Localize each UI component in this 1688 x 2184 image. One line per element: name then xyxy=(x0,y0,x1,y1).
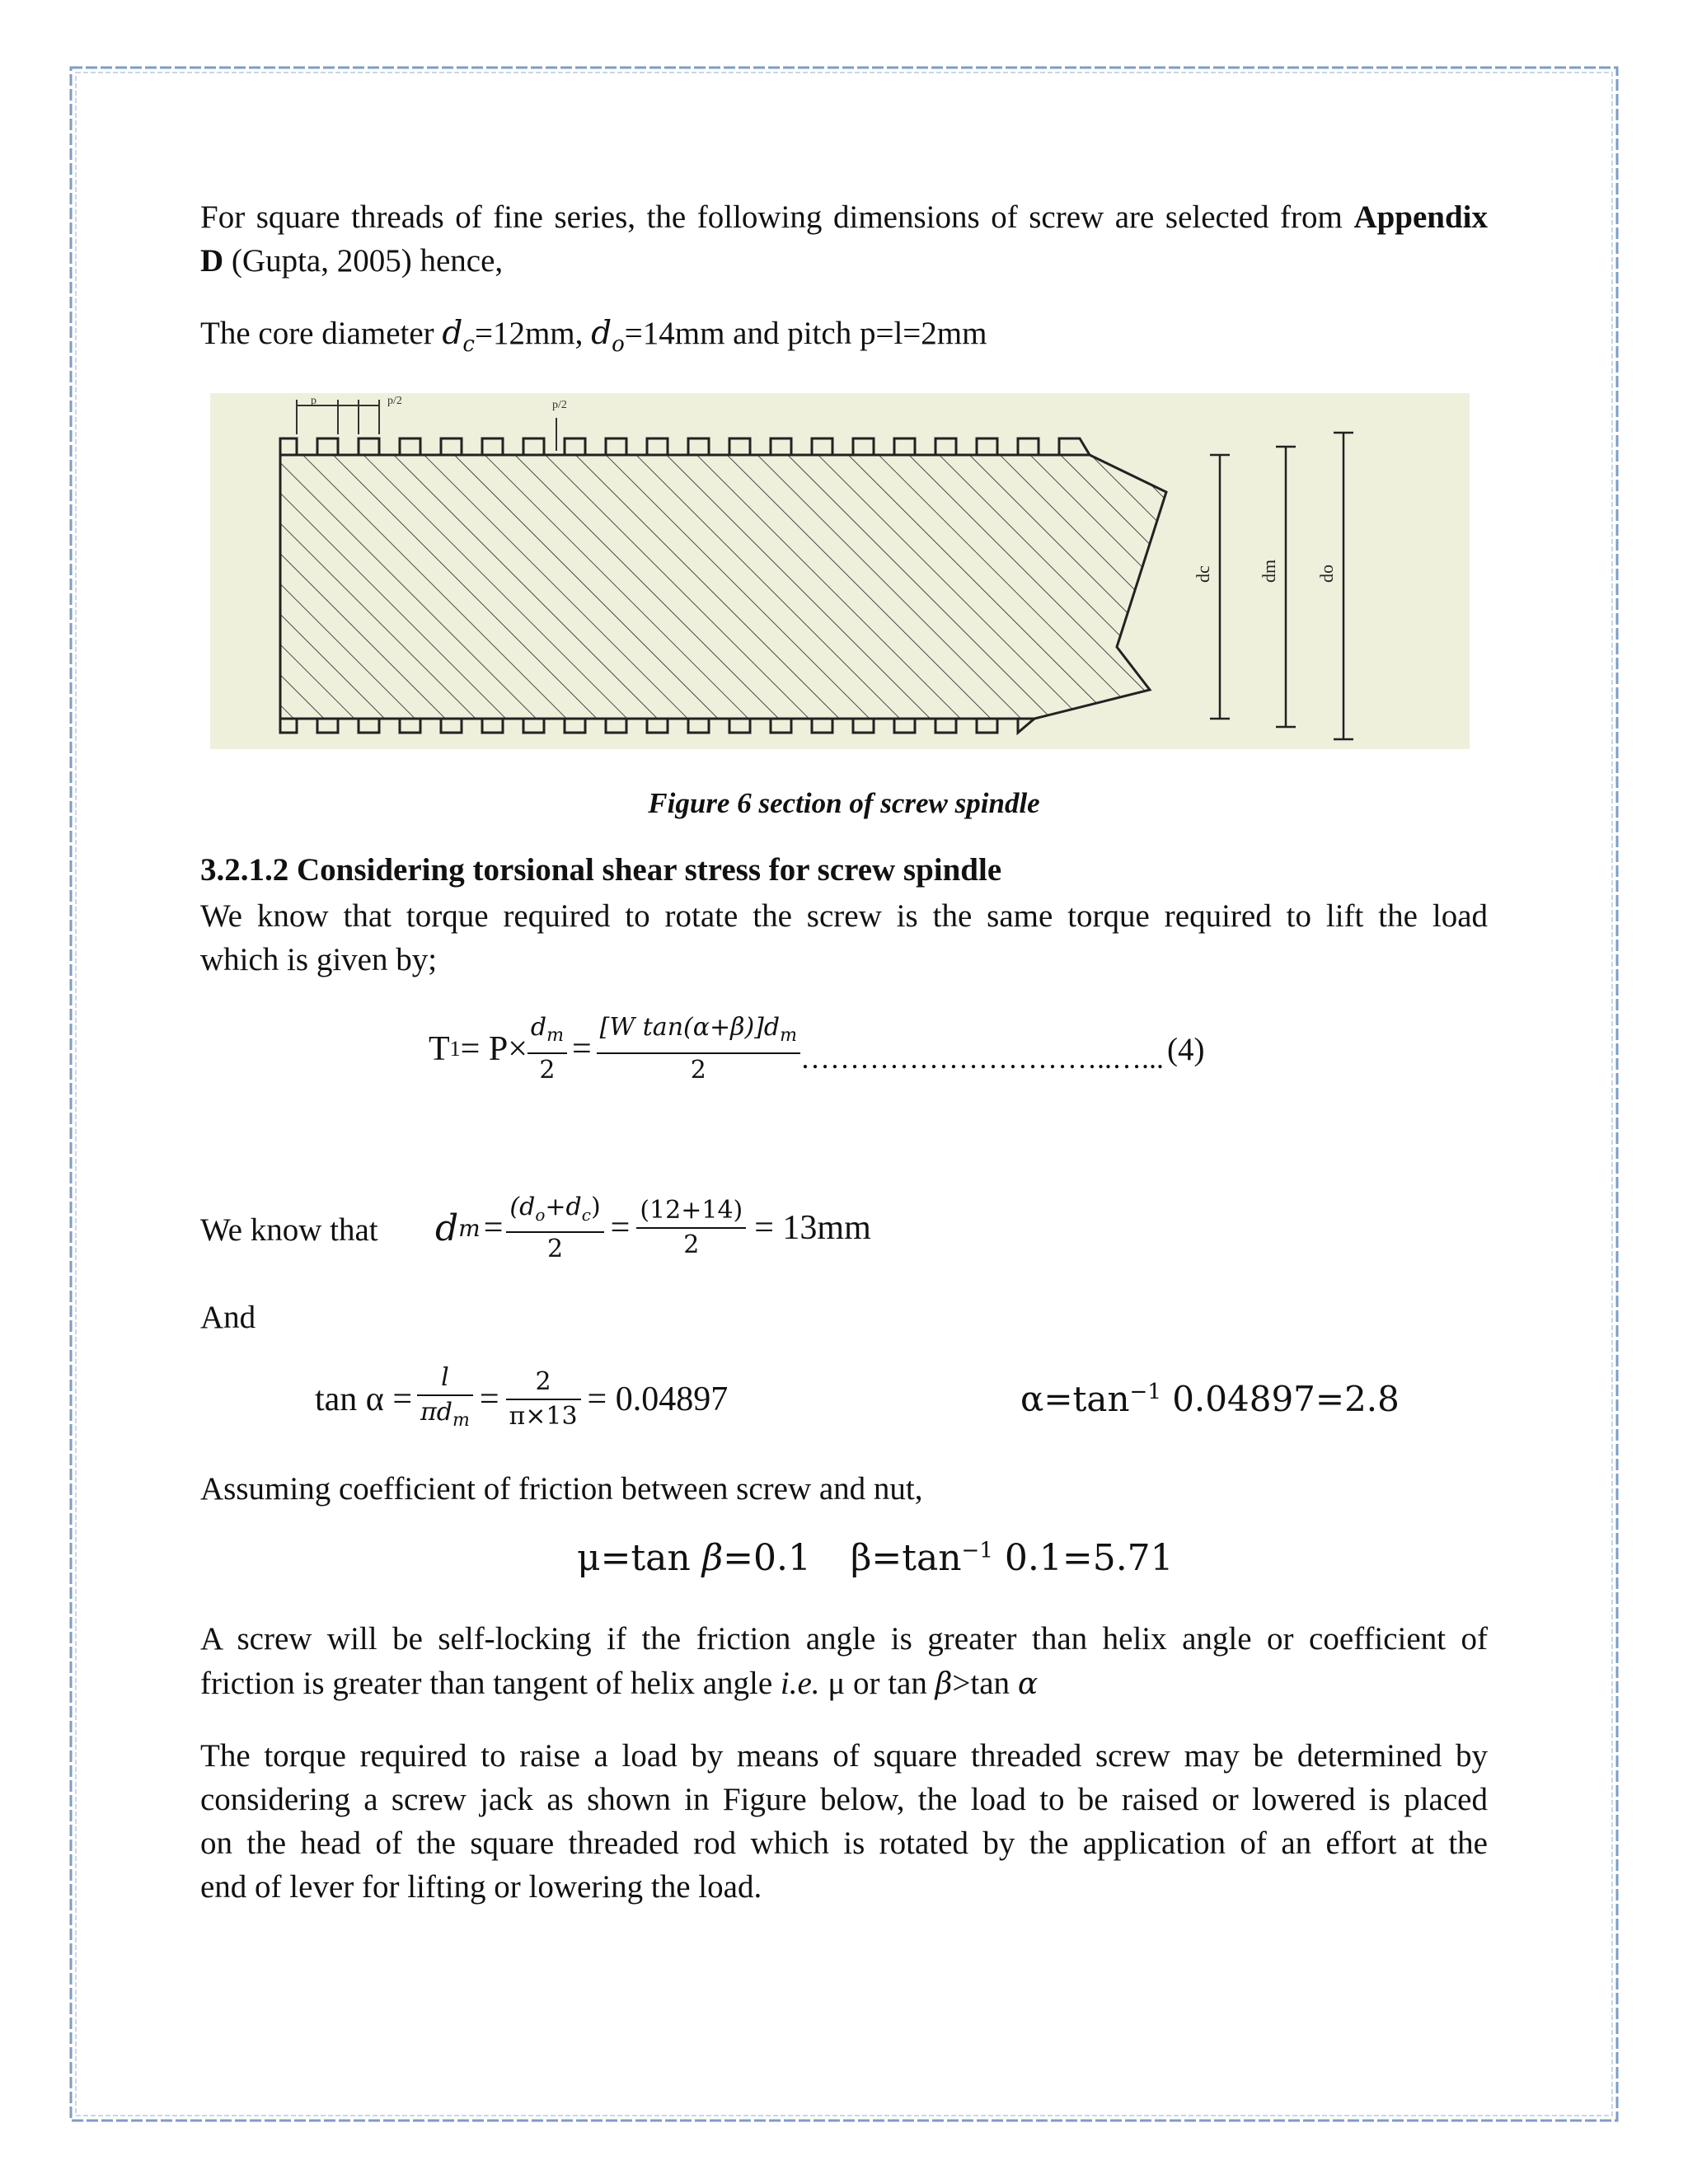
dc-label: dc xyxy=(1193,565,1213,583)
torque-para-line4: end of lever for lifting or lowering the load. xyxy=(200,1869,762,1905)
half-pitch-label-2: p/2 xyxy=(552,399,567,411)
dm-fraction-2: $\frac{(12+14)}{2}$ xyxy=(636,1194,746,1262)
and-label: And xyxy=(200,1300,256,1335)
dm-fraction-1: $\frac{(d_o+d_c)}{2}$ xyxy=(506,1191,603,1266)
figure-caption: Figure 6 section of screw spindle xyxy=(648,787,1040,819)
torque-para-line1: The torque required to raise a load by means of square threaded screw may be determined by xyxy=(200,1738,1488,1774)
section-intro-line1: We know that torque required to rotate the screw is the same torque required to lift the load xyxy=(200,898,1488,934)
friction-equation: μ=tan β=0.1 $\beta=\tan^{-1}$ 0.1=5.71 xyxy=(577,1537,1174,1579)
appendix-bold: Appendix xyxy=(1353,199,1489,235)
pitch-label: p xyxy=(311,395,316,407)
paragraph-intro-line1: For square threads of fine series, the following dimensions of screw are selected from Appendix xyxy=(200,199,1489,235)
half-pitch-label-1: p/2 xyxy=(387,395,402,407)
dm-label: dm xyxy=(1259,559,1279,583)
paragraph-intro-line2: D (Gupta, 2005) hence, xyxy=(200,243,504,279)
eq4-fraction-2: $\frac{[W \tan(\alpha+\beta)]d_m}{2}$ xyxy=(597,1011,800,1087)
diameter-dimensions xyxy=(1210,433,1353,739)
friction-intro: Assuming coefficient of friction between screw and nut, xyxy=(200,1471,923,1507)
equation-tan-alpha: tan α = $\frac{l}{\pi d_m}$ = $\frac{2}{\pi\times 13}$ = 0.04897 xyxy=(315,1358,728,1441)
dm-label: We know that xyxy=(200,1212,378,1248)
torque-para-line2: considering a screw jack as shown in Figure below, the load to be raised or lowered is placed xyxy=(200,1782,1488,1817)
alpha-value: $\alpha=\tan^{-1}$ 0.04897=2.8 xyxy=(1020,1379,1400,1419)
top-thread-profile xyxy=(280,438,1090,455)
screw-spindle-figure xyxy=(210,393,1470,749)
core-diameter-line: The core diameter $d_c=12mm$, $d_o=14mm$ and pitch p=l=2mm xyxy=(200,315,987,357)
eq4-fraction-1: $\frac{d_m}{2}$ xyxy=(528,1011,567,1087)
do-label: do xyxy=(1316,565,1337,583)
section-intro-line2: which is given by; xyxy=(200,942,438,977)
equation-dm: d m = $\frac{(d_o+d_c)}{2}$ = $\frac{(12+14)}{2}$ = 13mm xyxy=(435,1187,871,1269)
section-heading: 3.2.1.2 Considering torsional shear stress for screw spindle xyxy=(200,852,1002,888)
equation-4: T 1 = P× $\frac{d_m}{2}$ = $\frac{[W \tan(\alpha+\beta)]d_m}{2}$ …………………………..…... (4) xyxy=(429,1012,1204,1086)
pitch-dimensions xyxy=(297,400,556,451)
spindle-body xyxy=(280,455,1166,719)
torque-para-line3: on the head of the square threaded rod which is rotated by the application of an effort at the xyxy=(200,1825,1488,1861)
tan-fraction-2: $\frac{2}{\pi\times 13}$ xyxy=(506,1366,581,1433)
self-lock-line1: A screw will be self-locking if the friction angle is greater than helix angle or coefficient of xyxy=(200,1621,1488,1657)
screw-spindle-drawing xyxy=(210,393,1470,749)
bottom-thread-profile xyxy=(280,719,1034,733)
tan-fraction-1: $\frac{l}{\pi d_m}$ xyxy=(417,1361,473,1437)
self-lock-line2: friction is greater than tangent of helix angle i.e. μ or tan β>tan α xyxy=(200,1666,1039,1701)
appendix-d-bold: D xyxy=(200,243,224,279)
